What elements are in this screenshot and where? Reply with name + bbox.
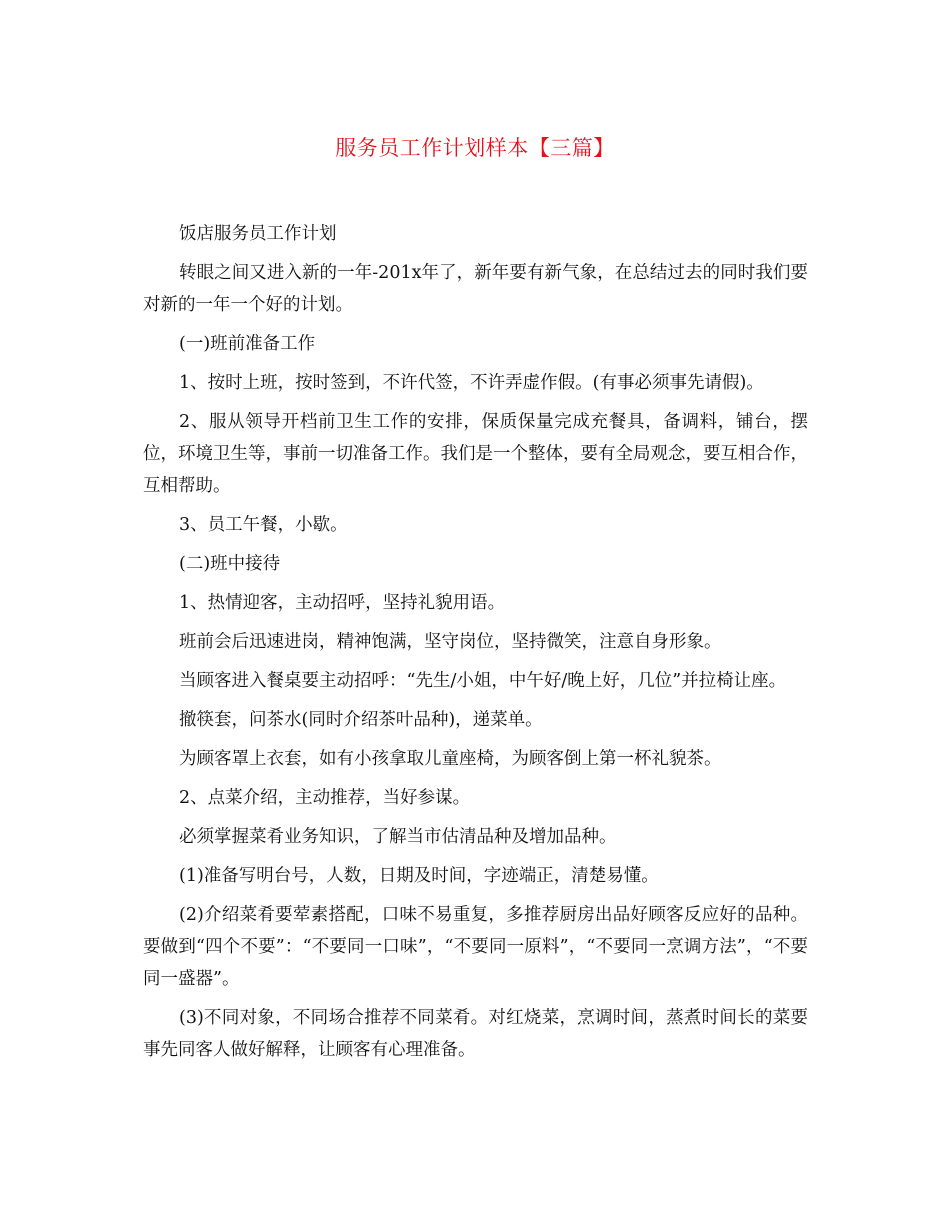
paragraph-item: 2、点菜介绍，主动推荐，当好参谋。 <box>179 788 471 808</box>
paragraph-text: 必须掌握菜肴业务知识，了解当市估清品种及增加品种。 <box>179 827 617 847</box>
paragraph-item: 1、按时上班，按时签到，不许代签，不许弄虚作假。(有事必须事先请假)。 <box>179 373 764 393</box>
paragraph-text: 为顾客罩上衣套，如有小孩拿取儿童座椅，为顾客倒上第一杯礼貌茶。 <box>179 749 722 769</box>
paragraph-subitem: (2)介绍菜肴要荤素搭配，口味不易重复，多推荐厨房出品好顾客反应好的品种。要做到“四个不要”：“不要同一口味”，“不要同一原料”，“不要同一烹调方法”，“不要同一盛器”。 <box>143 905 808 989</box>
paragraph-item: 3、员工午餐，小歇。 <box>179 515 348 535</box>
paragraph-item: 1、热情迎客，主动招呼，坚持礼貌用语。 <box>179 593 506 613</box>
section-heading-pre-shift: (一)班前准备工作 <box>179 334 316 354</box>
section-heading-in-shift: (二)班中接待 <box>179 554 281 574</box>
paragraph-heading: 饭店服务员工作计划 <box>179 224 337 244</box>
document-body <box>143 218 808 1073</box>
paragraph-text: 当顾客进入餐桌要主动招呼：“先生/小姐，中午好/晚上好，几位”并拉椅让座。 <box>179 671 787 691</box>
paragraph-subitem: (3)不同对象，不同场合推荐不同菜肴。对红烧菜，烹调时间，蒸煮时间长的菜要事先同客人做好解释，让顾客有心理准备。 <box>143 1008 808 1060</box>
paragraph-text: 班前会后迅速进岗，精神饱满，坚守岗位，坚持微笑，注意自身形象。 <box>179 632 722 652</box>
paragraph-subitem: (1)准备写明台号，人数，日期及时间，字迹端正，清楚易懂。 <box>179 866 659 886</box>
paragraph-item: 2、服从领导开档前卫生工作的安排，保质保量完成充餐具，备调料，铺台，摆位，环境卫生等，事前一切准备工作。我们是一个整体，要有全局观念，要互相合作，互相帮助。 <box>143 412 808 496</box>
paragraph-intro: 转眼之间又进入新的一年-201x年了，新年要有新气象，在总结过去的同时我们要对新的一年一个好的计划。 <box>143 263 808 315</box>
paragraph-text: 撤筷套，问茶水(同时介绍茶叶品种)，递菜单。 <box>179 710 543 730</box>
document-title: 服务员工作计划样本【三篇】 <box>335 136 615 160</box>
